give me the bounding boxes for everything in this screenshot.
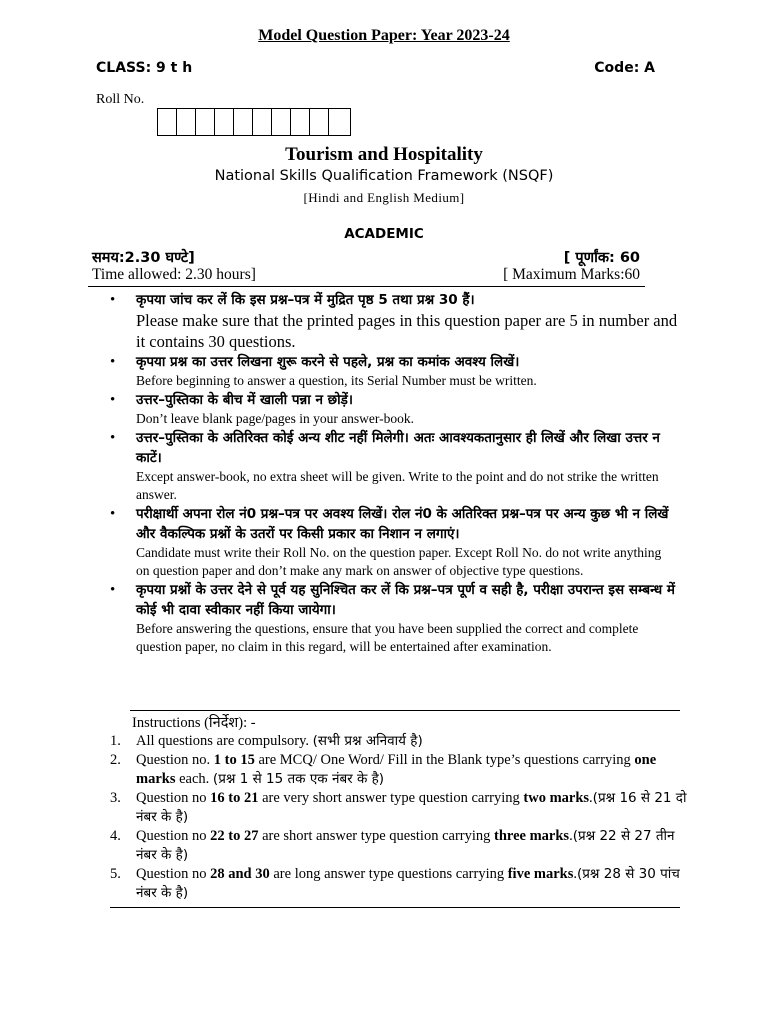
guideline-hindi: कृपया जांच कर लें कि इस प्रश्न–पत्र में मुद्रित पृष्ठ 5 तथा प्रश्न 30 हैं। (136, 292, 475, 308)
instruction-item (110, 865, 690, 903)
framework-subtitle: National Skills Qualification Framework (NSQF) (214, 168, 554, 184)
instruction-question-range: 16 to 21 (210, 790, 259, 806)
instruction-text: . (569, 828, 573, 844)
guideline-hindi: उत्तर–पुस्तिका के बीच में खाली पन्ना न छोड़ें। (136, 392, 353, 408)
bullet-icon: • (110, 292, 116, 308)
bullet-icon: • (110, 506, 116, 522)
instruction-hindi: (प्रश्न 22 से 27 तीन नंबर के है) (136, 828, 675, 863)
instruction-item (110, 827, 690, 865)
guideline-item (108, 428, 678, 504)
instructions-list (110, 732, 690, 903)
instruction-text: are MCQ/ One Word/ Fill in the Blank type’s questions carrying (254, 752, 635, 768)
bottom-divider (110, 907, 680, 908)
instruction-number: 2. (110, 752, 121, 768)
paper-title: Model Question Paper: Year 2023-24 (258, 27, 510, 44)
instruction-item (110, 732, 690, 751)
roll-number-box[interactable] (177, 109, 196, 135)
instruction-question-range: 28 and 30 (210, 866, 270, 882)
instruction-text: each. (175, 771, 213, 787)
maximum-marks-english: [ Maximum Marks:60 (503, 266, 640, 283)
roll-number-box[interactable] (291, 109, 310, 135)
roll-number-box[interactable] (253, 109, 272, 135)
instruction-text: are long answer type questions carrying (269, 866, 508, 882)
guidelines-list (108, 290, 678, 656)
guideline-english: Please make sure that the printed pages in this question paper are 5 in number and it contains 30 questions. (136, 311, 678, 351)
code-label: Code: A (594, 60, 655, 76)
guideline-item (108, 290, 678, 352)
guideline-hindi: कृपया प्रश्नों के उत्तर देने से पूर्व यह सुनिश्चित कर लें कि प्रश्न–पत्र पूर्ण व सही है, परीक्षा उपरान्त इस सम्बन्ध में कोई भी दावा स्वीकार नहीं किया जायेगा। (136, 582, 675, 618)
roll-number-boxes (157, 108, 351, 136)
instruction-item (110, 789, 690, 827)
medium-label: [Hindi and English Medium] (303, 190, 465, 205)
instruction-hindi: (प्रश्न 1 से 15 तक एक नंबर के है) (212, 771, 385, 787)
instruction-text: . (573, 866, 577, 882)
category-label: ACADEMIC (344, 226, 424, 242)
header-divider (88, 286, 645, 287)
guideline-english: Candidate must write their Roll No. on the question paper. Except Roll No. do not write anything on question paper and don’t make any mark on answer of objective type questions. (136, 545, 662, 578)
instruction-text: are very short answer type question carrying (258, 790, 524, 806)
instruction-text: are short answer type question carrying (258, 828, 495, 844)
maximum-marks-hindi: [ पूर्णांक: 60 (563, 250, 640, 266)
guideline-hindi: उत्तर–पुस्तिका के अतिरिक्त कोई अन्य शीट नहीं मिलेगी। अतः आवश्यकतानुसार ही लिखें और लिखा उत्तर न काटें। (136, 430, 660, 466)
roll-number-box[interactable] (329, 109, 350, 135)
instruction-marks: two marks (523, 790, 590, 806)
roll-number-box[interactable] (272, 109, 291, 135)
instruction-item (110, 751, 690, 789)
roll-number-box[interactable] (215, 109, 234, 135)
instruction-text: Question no (136, 828, 211, 844)
guideline-english: Don’t leave blank page/pages in your answer-book. (136, 411, 415, 426)
guideline-english: Except answer-book, no extra sheet will be given. Write to the point and do not strike the written answer. (136, 469, 659, 502)
instruction-question-range: 22 to 27 (210, 828, 259, 844)
instruction-hindi: (प्रश्न 16 से 21 दो नंबर के है) (136, 790, 687, 825)
roll-number-box[interactable] (310, 109, 329, 135)
bullet-icon: • (110, 354, 116, 370)
roll-number-box[interactable] (158, 109, 177, 135)
bullet-icon: • (110, 582, 116, 598)
roll-number-box[interactable] (234, 109, 253, 135)
guideline-hindi: कृपया प्रश्न का उत्तर लिखना शुरू करने से पहले, प्रश्न का कमांक अवश्य लिखें। (136, 354, 520, 370)
guideline-item (108, 390, 678, 428)
instruction-marks: five marks (507, 866, 574, 882)
subject-title: Tourism and Hospitality (285, 144, 483, 165)
bullet-icon: • (110, 430, 116, 446)
instruction-question-range: 1 to 15 (213, 752, 255, 768)
instructions-divider (130, 710, 680, 711)
time-allowed-english: Time allowed: 2.30 hours] (92, 266, 256, 283)
instruction-text: Question no (136, 790, 211, 806)
instruction-hindi: (सभी प्रश्न अनिवार्य है) (312, 733, 423, 749)
guideline-item (108, 504, 678, 580)
instruction-text: Question no. (136, 752, 214, 768)
instruction-number: 3. (110, 790, 121, 806)
instructions-heading: Instructions (निर्देश): - (132, 715, 256, 731)
instruction-marks: one marks (136, 752, 657, 787)
guideline-english: Before answering the questions, ensure that you have been supplied the correct and complete question paper, no claim in this regard, will be entertained after examination. (136, 621, 639, 654)
guideline-english: Before beginning to answer a question, its Serial Number must be written. (136, 373, 537, 388)
guideline-item (108, 580, 678, 656)
instruction-number: 4. (110, 828, 121, 844)
instruction-hindi: (प्रश्न 28 से 30 पांच नंबर के है) (136, 866, 680, 901)
instruction-marks: three marks (494, 828, 570, 844)
bullet-icon: • (110, 392, 116, 408)
instruction-text: Question no (136, 866, 211, 882)
instruction-number: 1. (110, 733, 121, 749)
guideline-hindi: परीक्षार्थी अपना रोल नं0 प्रश्न–पत्र पर अवश्य लिखें। रोल नं0 के अतिरिक्त प्रश्न–पत्र पर अन्य कुछ भी न लिखें और वैकल्पिक प्रश्नों के उतरों पर किसी प्रकार का निशान न लगाएं। (136, 506, 669, 542)
instruction-text: All questions are compulsory. (136, 733, 313, 749)
instruction-text: . (589, 790, 593, 806)
class-label: CLASS: 9 t h (96, 60, 193, 76)
time-allowed-hindi: समय:2.30 घण्टे] (92, 250, 195, 266)
instruction-number: 5. (110, 866, 121, 882)
guideline-item (108, 352, 678, 390)
roll-number-label: Roll No. (96, 92, 145, 107)
roll-number-box[interactable] (196, 109, 215, 135)
